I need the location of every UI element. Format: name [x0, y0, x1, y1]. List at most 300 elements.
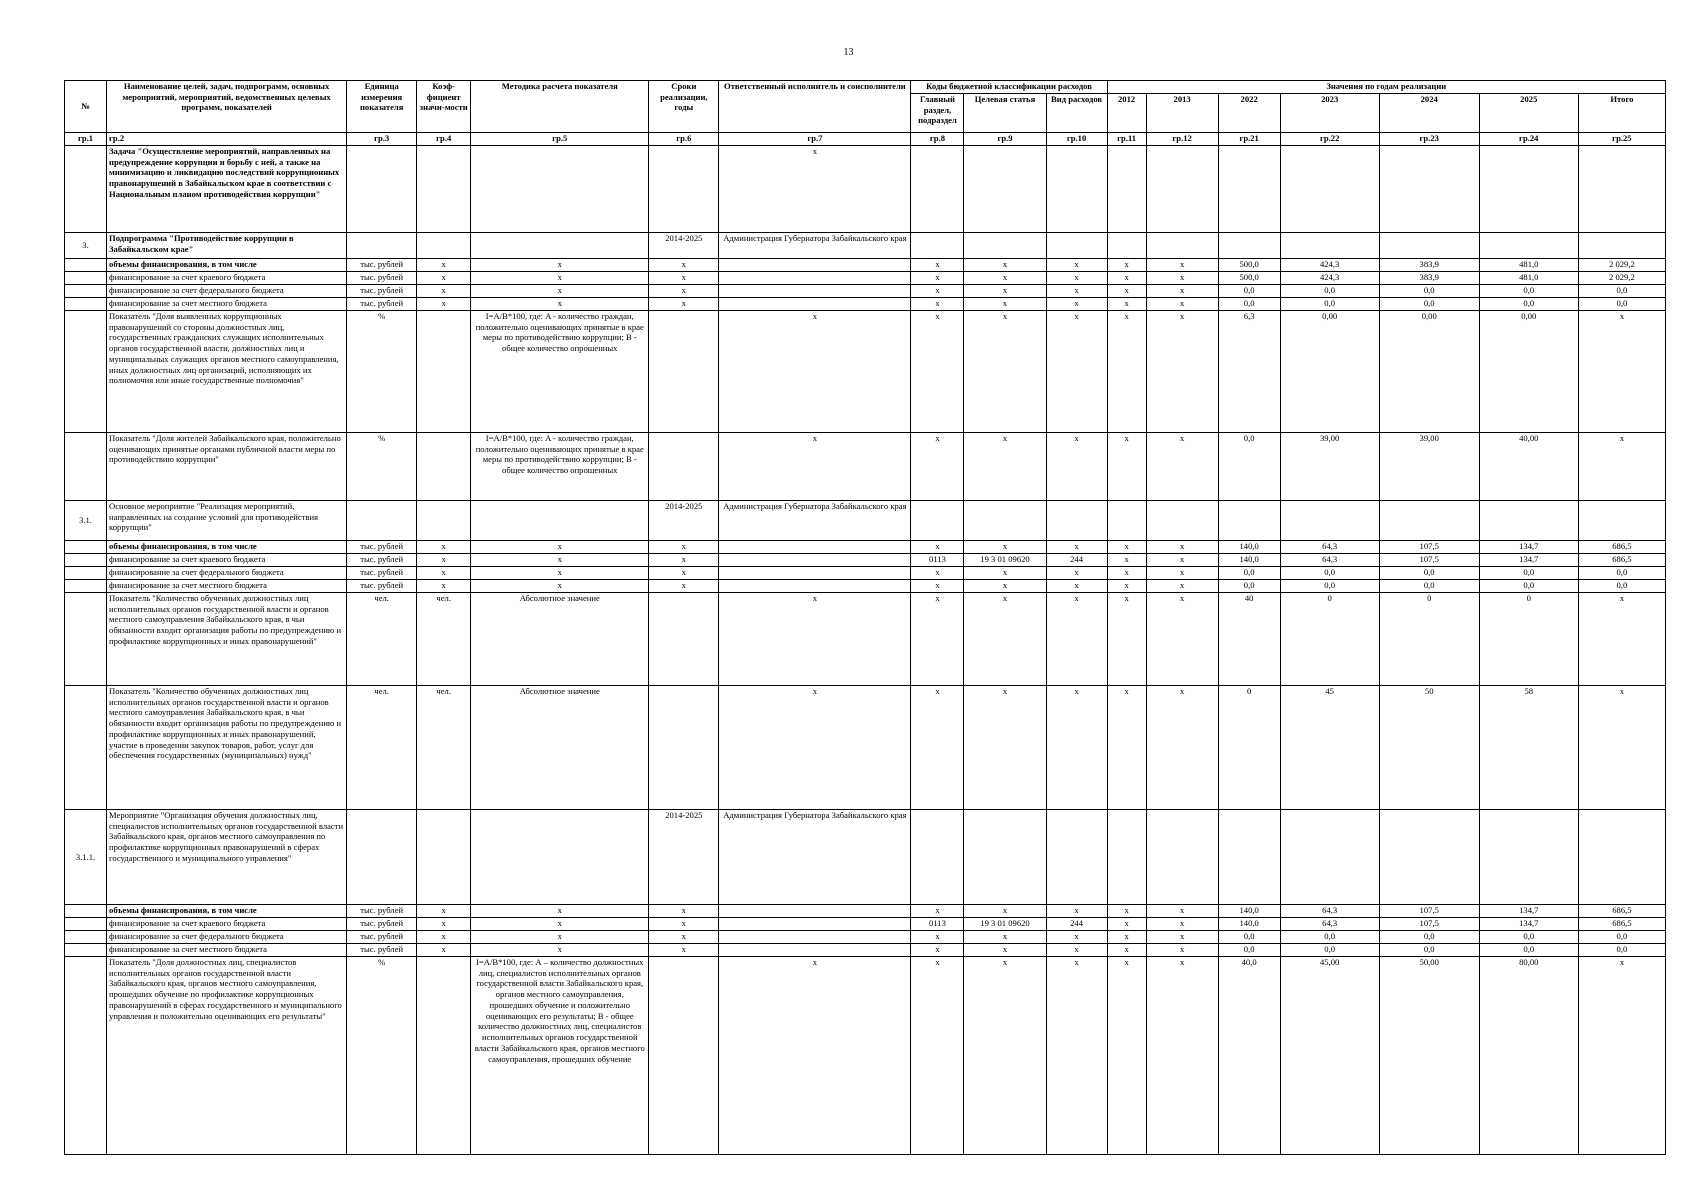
cell-total: 686,5 [1578, 554, 1665, 567]
cell-name: финансирование за счет местного бюджета [107, 298, 347, 311]
cell-code-type [1046, 810, 1107, 905]
cell-2024 [1379, 146, 1479, 233]
cell-code-section [911, 501, 964, 541]
column-number: гр.11 [1107, 133, 1146, 146]
cell-name: финансирование за счет местного бюджета [107, 944, 347, 957]
cell-responsible: х [719, 311, 911, 433]
cell-total: 0,0 [1578, 580, 1665, 593]
column-number: гр.4 [417, 133, 471, 146]
cell-coef [417, 433, 471, 501]
cell-method: I=A/B*100, где: А – количество должностных лиц, специалистов исполнительных органов государственной власти Забайкальского края, органов местного самоуправления, прошедших обучение и положительно оценивающих его результаты; В - общее количество должностных лиц, специалистов исполнительных органов государственной власти Забайкальского края, органов местного самоуправления, прошедших обучение [471, 957, 649, 1155]
cell-coef [417, 501, 471, 541]
cell-no [65, 554, 107, 567]
cell-2022 [1218, 810, 1280, 905]
cell-no [65, 918, 107, 931]
cell-code-target: х [964, 311, 1046, 433]
column-number: гр.10 [1046, 133, 1107, 146]
cell-code-section: х [911, 259, 964, 272]
cell-coef: х [417, 944, 471, 957]
cell-2022: 0,0 [1218, 931, 1280, 944]
cell-code-section: х [911, 285, 964, 298]
cell-2012: х [1107, 593, 1146, 686]
cell-no: 3. [65, 233, 107, 259]
column-number: гр.5 [471, 133, 649, 146]
cell-2022: 0 [1218, 686, 1280, 810]
cell-name: объемы финансирования, в том числе [107, 259, 347, 272]
table-row [65, 554, 1666, 567]
header-values-by-year: Значения по годам реализации [1107, 81, 1665, 94]
cell-2025: 40,00 [1479, 433, 1578, 501]
cell-code-section: х [911, 593, 964, 686]
cell-2023: 0,0 [1280, 580, 1379, 593]
cell-unit [347, 810, 417, 905]
cell-no [65, 931, 107, 944]
cell-2024: 0,0 [1379, 567, 1479, 580]
cell-method: х [471, 580, 649, 593]
cell-2023 [1280, 810, 1379, 905]
cell-method [471, 146, 649, 233]
cell-code-type [1046, 146, 1107, 233]
cell-method: х [471, 298, 649, 311]
cell-total: х [1578, 311, 1665, 433]
cell-2023: 424,3 [1280, 259, 1379, 272]
cell-responsible [719, 905, 911, 918]
cell-responsible [719, 272, 911, 285]
cell-2013: х [1146, 259, 1218, 272]
table-row [65, 541, 1666, 554]
cell-name: Показатель "Количество обученных должностных лиц исполнительных органов государственной власти и органов местного самоуправления Забайкальского края, в чьи обязанности входит организация работы по предупреждению и профилактике коррупционных и иных правонарушений" [107, 593, 347, 686]
cell-2025 [1479, 501, 1578, 541]
cell-2022: 140,0 [1218, 905, 1280, 918]
cell-no [65, 272, 107, 285]
cell-2013: х [1146, 567, 1218, 580]
table-row [65, 931, 1666, 944]
table-row [65, 957, 1666, 1155]
cell-2022: 140,0 [1218, 918, 1280, 931]
cell-2012: х [1107, 554, 1146, 567]
cell-code-section: х [911, 567, 964, 580]
cell-2013: х [1146, 311, 1218, 433]
cell-no [65, 944, 107, 957]
cell-code-type: х [1046, 593, 1107, 686]
cell-2025: 0,0 [1479, 580, 1578, 593]
cell-2012 [1107, 501, 1146, 541]
cell-2022: 0,0 [1218, 944, 1280, 957]
cell-responsible [719, 567, 911, 580]
header-name: Наименование целей, задач, подпрограмм, основных мероприятий, мероприятий, ведомственных целевых программ, показателей [107, 81, 347, 133]
cell-coef [417, 957, 471, 1155]
cell-total: 0,0 [1578, 567, 1665, 580]
cell-2022: 0,0 [1218, 433, 1280, 501]
cell-code-section: х [911, 311, 964, 433]
cell-unit: тыс. рублей [347, 905, 417, 918]
header-code-section: Главный раздел, подраздел [911, 94, 964, 133]
column-number: гр.22 [1280, 133, 1379, 146]
cell-2023 [1280, 233, 1379, 259]
cell-code-section: х [911, 944, 964, 957]
cell-no [65, 433, 107, 501]
cell-2022: 140,0 [1218, 554, 1280, 567]
cell-2013: х [1146, 686, 1218, 810]
cell-2023: 0,00 [1280, 311, 1379, 433]
cell-name: Основное мероприятие "Реализация мероприятий, направленных на создание условий для противодействия коррупции" [107, 501, 347, 541]
cell-code-target: х [964, 541, 1046, 554]
cell-terms: х [649, 944, 719, 957]
cell-2012: х [1107, 311, 1146, 433]
cell-code-type: х [1046, 567, 1107, 580]
cell-no [65, 567, 107, 580]
cell-unit: % [347, 957, 417, 1155]
cell-method: х [471, 272, 649, 285]
cell-2024 [1379, 233, 1479, 259]
cell-name: Задача "Осуществление мероприятий, направленных на предупреждение коррупции и борьбу с ней, а также на минимизацию и ликвидацию последствий коррупционных правонарушений в Забайкальском крае в соответствии с Национальным планом противодействия коррупции" [107, 146, 347, 233]
cell-terms [649, 311, 719, 433]
cell-2022: 40 [1218, 593, 1280, 686]
column-number: гр.21 [1218, 133, 1280, 146]
cell-2012: х [1107, 580, 1146, 593]
cell-2024: 383,9 [1379, 272, 1479, 285]
cell-coef: х [417, 580, 471, 593]
column-numbers-row [65, 133, 1666, 146]
cell-unit: тыс. рублей [347, 285, 417, 298]
cell-terms: 2014-2025 [649, 233, 719, 259]
cell-code-section: х [911, 272, 964, 285]
cell-no [65, 905, 107, 918]
table-row [65, 298, 1666, 311]
column-number: гр.3 [347, 133, 417, 146]
header-responsible: Ответственный исполнитель и соисполнители [719, 81, 911, 133]
cell-name: объемы финансирования, в том числе [107, 905, 347, 918]
cell-2013: х [1146, 931, 1218, 944]
cell-2022: 500,0 [1218, 272, 1280, 285]
cell-2024 [1379, 501, 1479, 541]
cell-2023: 64,3 [1280, 541, 1379, 554]
cell-terms: х [649, 272, 719, 285]
cell-2013: х [1146, 285, 1218, 298]
cell-2025: 58 [1479, 686, 1578, 810]
cell-2012: х [1107, 686, 1146, 810]
cell-responsible: Администрация Губернатора Забайкальского края [719, 501, 911, 541]
cell-2025: 134,7 [1479, 541, 1578, 554]
cell-2024: 0,0 [1379, 285, 1479, 298]
cell-terms: х [649, 541, 719, 554]
column-number: гр.2 [107, 133, 347, 146]
cell-method [471, 233, 649, 259]
table-header [65, 81, 1666, 146]
cell-no [65, 298, 107, 311]
cell-coef [417, 311, 471, 433]
cell-responsible: х [719, 957, 911, 1155]
cell-name: Мероприятие "Организация обучения должностных лиц, специалистов исполнительных органов государственной власти Забайкальского края, органов местного самоуправления по профилактике коррупционных правонарушений в сферах государственного и муниципального управления" [107, 810, 347, 905]
cell-code-type: х [1046, 580, 1107, 593]
table-row [65, 272, 1666, 285]
cell-2013: х [1146, 554, 1218, 567]
cell-2024: 107,5 [1379, 918, 1479, 931]
cell-coef [417, 146, 471, 233]
cell-2023: 424,3 [1280, 272, 1379, 285]
header-year: 2012 [1107, 94, 1146, 133]
cell-2012 [1107, 233, 1146, 259]
cell-responsible [719, 259, 911, 272]
cell-method: х [471, 554, 649, 567]
cell-responsible: х [719, 433, 911, 501]
cell-code-section: х [911, 931, 964, 944]
cell-no [65, 580, 107, 593]
cell-no [65, 593, 107, 686]
cell-code-target [964, 146, 1046, 233]
cell-2023: 0,0 [1280, 931, 1379, 944]
cell-code-target: х [964, 259, 1046, 272]
cell-2024: 383,9 [1379, 259, 1479, 272]
column-number: гр.24 [1479, 133, 1578, 146]
cell-2012: х [1107, 944, 1146, 957]
cell-unit: тыс. рублей [347, 931, 417, 944]
cell-terms: х [649, 298, 719, 311]
cell-code-section: х [911, 580, 964, 593]
cell-code-section: 0113 [911, 554, 964, 567]
cell-total: х [1578, 686, 1665, 810]
header-year: 2022 [1218, 94, 1280, 133]
cell-2013 [1146, 810, 1218, 905]
header-year: 2024 [1379, 94, 1479, 133]
cell-2024: 107,5 [1379, 554, 1479, 567]
cell-method [471, 810, 649, 905]
cell-no [65, 686, 107, 810]
cell-unit: тыс. рублей [347, 272, 417, 285]
cell-responsible [719, 931, 911, 944]
cell-total: 0,0 [1578, 298, 1665, 311]
cell-total: х [1578, 593, 1665, 686]
cell-2013: х [1146, 298, 1218, 311]
cell-2022 [1218, 233, 1280, 259]
cell-unit: чел. [347, 686, 417, 810]
cell-unit: тыс. рублей [347, 944, 417, 957]
program-table [64, 80, 1666, 1155]
cell-2025: 0,0 [1479, 298, 1578, 311]
table-row [65, 567, 1666, 580]
cell-code-type: х [1046, 541, 1107, 554]
cell-2022: 0,0 [1218, 298, 1280, 311]
cell-2012 [1107, 810, 1146, 905]
cell-2025: 0,0 [1479, 931, 1578, 944]
cell-code-section: х [911, 905, 964, 918]
cell-2025: 0,0 [1479, 285, 1578, 298]
cell-2012: х [1107, 259, 1146, 272]
cell-2022: 140,0 [1218, 541, 1280, 554]
cell-2022: 0,0 [1218, 567, 1280, 580]
cell-terms: х [649, 259, 719, 272]
cell-code-target: х [964, 957, 1046, 1155]
cell-code-section: х [911, 433, 964, 501]
cell-total: 2 029,2 [1578, 272, 1665, 285]
cell-2025 [1479, 146, 1578, 233]
header-total: Итого [1578, 94, 1665, 133]
cell-method: I=A/B*100, где: A - количество граждан, положительно оценивающих принятые в крае меры по противодействию коррупции; B - общее количество опрошенных [471, 433, 649, 501]
cell-code-section [911, 146, 964, 233]
cell-no [65, 146, 107, 233]
cell-code-target: х [964, 686, 1046, 810]
cell-terms: х [649, 567, 719, 580]
cell-code-type: х [1046, 905, 1107, 918]
cell-code-section [911, 810, 964, 905]
cell-code-target: х [964, 905, 1046, 918]
cell-method: х [471, 918, 649, 931]
cell-name: финансирование за счет местного бюджета [107, 580, 347, 593]
cell-2012: х [1107, 931, 1146, 944]
cell-responsible: х [719, 593, 911, 686]
cell-method [471, 501, 649, 541]
cell-unit: % [347, 433, 417, 501]
cell-method: Абсолютное значение [471, 686, 649, 810]
cell-terms [649, 146, 719, 233]
cell-terms [649, 433, 719, 501]
cell-coef: х [417, 259, 471, 272]
cell-code-type [1046, 233, 1107, 259]
cell-name: финансирование за счет краевого бюджета [107, 272, 347, 285]
cell-name: финансирование за счет краевого бюджета [107, 918, 347, 931]
cell-terms: х [649, 554, 719, 567]
cell-unit: тыс. рублей [347, 259, 417, 272]
cell-responsible: Администрация Губернатора Забайкальского края [719, 233, 911, 259]
cell-2012: х [1107, 298, 1146, 311]
cell-code-target: х [964, 298, 1046, 311]
cell-name: Показатель "Доля должностных лиц, специалистов исполнительных органов государственной власти Забайкальского края, органов местного самоуправления, прошедших обучение по профилактике коррупционных правонарушений в сферах государственного и муниципального управления и положительно оценивающих его результаты" [107, 957, 347, 1155]
cell-2023: 0,0 [1280, 298, 1379, 311]
cell-2012: х [1107, 567, 1146, 580]
cell-coef [417, 233, 471, 259]
cell-code-target: х [964, 433, 1046, 501]
cell-unit: тыс. рублей [347, 567, 417, 580]
cell-no: 3.1. [65, 501, 107, 541]
table-row [65, 433, 1666, 501]
cell-2012: х [1107, 918, 1146, 931]
cell-2025: 80,00 [1479, 957, 1578, 1155]
cell-method: х [471, 905, 649, 918]
cell-2023 [1280, 146, 1379, 233]
header-year: 2025 [1479, 94, 1578, 133]
cell-2025: 0,00 [1479, 311, 1578, 433]
cell-2024: 0,00 [1379, 311, 1479, 433]
table-row [65, 944, 1666, 957]
cell-method: х [471, 931, 649, 944]
cell-terms: 2014-2025 [649, 501, 719, 541]
cell-2023: 64,3 [1280, 905, 1379, 918]
cell-code-target [964, 501, 1046, 541]
cell-2023: 45 [1280, 686, 1379, 810]
cell-2023: 64,3 [1280, 554, 1379, 567]
cell-2024: 0,0 [1379, 298, 1479, 311]
cell-name: финансирование за счет федерального бюджета [107, 567, 347, 580]
cell-code-type: х [1046, 259, 1107, 272]
cell-2025 [1479, 810, 1578, 905]
cell-name: Показатель "Доля выявленных коррупционных правонарушений со стороны должностных лиц, государственных гражданских служащих исполнительных органов государственной власти, должностных лиц и муниципальных служащих органов местного самоуправления, иных должностных лиц организаций, исполняющих их полномочия или иные государственные полномочия" [107, 311, 347, 433]
cell-2013: х [1146, 593, 1218, 686]
cell-total: 686,5 [1578, 918, 1665, 931]
cell-coef: чел. [417, 686, 471, 810]
cell-total: 686,5 [1578, 541, 1665, 554]
cell-no [65, 311, 107, 433]
cell-code-target [964, 810, 1046, 905]
cell-2025: 481,0 [1479, 272, 1578, 285]
table-row [65, 233, 1666, 259]
cell-2012: х [1107, 541, 1146, 554]
cell-unit: % [347, 311, 417, 433]
cell-2012: х [1107, 272, 1146, 285]
cell-code-section [911, 233, 964, 259]
cell-code-target: х [964, 567, 1046, 580]
cell-2024: 107,5 [1379, 541, 1479, 554]
cell-name: финансирование за счет федерального бюджета [107, 931, 347, 944]
table-row [65, 593, 1666, 686]
column-number: гр.6 [649, 133, 719, 146]
cell-no: 3.1.1. [65, 810, 107, 905]
cell-code-target: х [964, 593, 1046, 686]
table-row [65, 918, 1666, 931]
cell-code-type: х [1046, 944, 1107, 957]
cell-code-target: х [964, 931, 1046, 944]
table-row [65, 259, 1666, 272]
cell-code-section: 0113 [911, 918, 964, 931]
cell-2024: 50,00 [1379, 957, 1479, 1155]
cell-name: финансирование за счет федерального бюджета [107, 285, 347, 298]
cell-2023: 0,0 [1280, 944, 1379, 957]
header-year: 2013 [1146, 94, 1218, 133]
cell-responsible [719, 944, 911, 957]
cell-code-type: х [1046, 298, 1107, 311]
cell-2022: 6,3 [1218, 311, 1280, 433]
cell-2023: 64,3 [1280, 918, 1379, 931]
cell-name: Подпрограмма "Противодействие коррупции в Забайкальском крае" [107, 233, 347, 259]
cell-method: х [471, 541, 649, 554]
cell-unit: тыс. рублей [347, 554, 417, 567]
cell-2013 [1146, 501, 1218, 541]
cell-code-target: 19 3 01 09620 [964, 554, 1046, 567]
cell-coef: х [417, 298, 471, 311]
cell-coef: х [417, 285, 471, 298]
cell-2025: 134,7 [1479, 918, 1578, 931]
cell-terms: х [649, 580, 719, 593]
column-number: гр.7 [719, 133, 911, 146]
cell-2024: 0,0 [1379, 931, 1479, 944]
cell-total: х [1578, 433, 1665, 501]
cell-unit: тыс. рублей [347, 580, 417, 593]
cell-code-target: 19 3 01 09620 [964, 918, 1046, 931]
table-row [65, 905, 1666, 918]
table-row [65, 580, 1666, 593]
cell-responsible [719, 554, 911, 567]
cell-2013: х [1146, 433, 1218, 501]
cell-2025: 0 [1479, 593, 1578, 686]
table-row [65, 146, 1666, 233]
cell-code-type: х [1046, 957, 1107, 1155]
cell-coef: чел. [417, 593, 471, 686]
cell-responsible [719, 580, 911, 593]
cell-terms [649, 593, 719, 686]
cell-2022 [1218, 146, 1280, 233]
cell-terms: х [649, 905, 719, 918]
cell-name: финансирование за счет краевого бюджета [107, 554, 347, 567]
cell-unit [347, 146, 417, 233]
cell-method: х [471, 567, 649, 580]
cell-responsible [719, 918, 911, 931]
header-method: Методика расчета показателя [471, 81, 649, 133]
cell-coef: х [417, 931, 471, 944]
cell-code-type: х [1046, 686, 1107, 810]
cell-total: 0,0 [1578, 944, 1665, 957]
cell-2024: 0,0 [1379, 580, 1479, 593]
cell-unit: тыс. рублей [347, 918, 417, 931]
cell-code-type: х [1046, 311, 1107, 433]
